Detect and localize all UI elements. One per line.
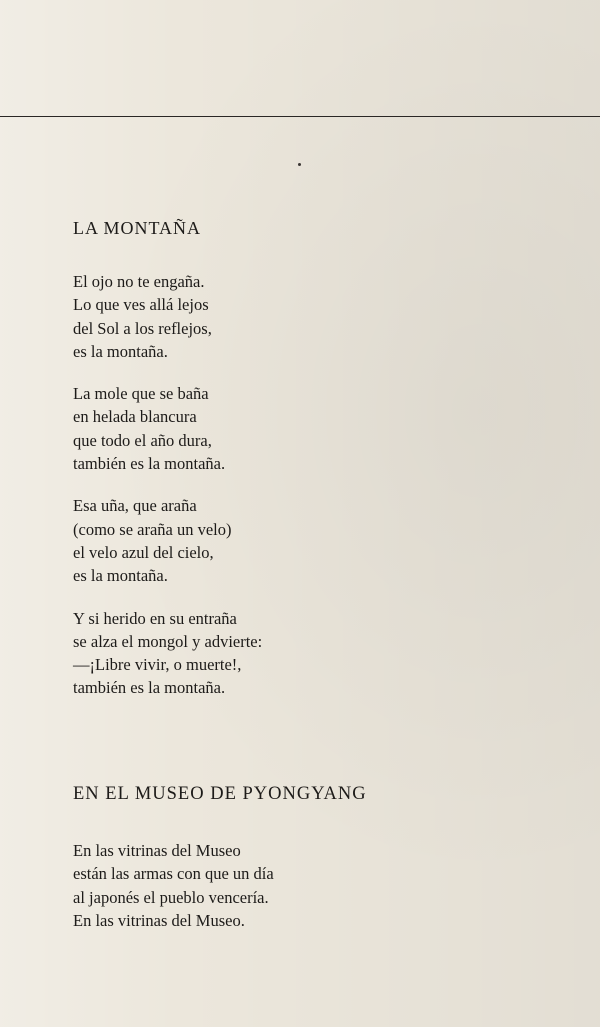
poem-line: Lo que ves allá lejos (73, 295, 209, 315)
poem-line: El ojo no te engaña. (73, 272, 205, 291)
poem-line: Esa uña, que araña (73, 496, 197, 516)
poem-line: al japonés el pueblo vencería. (73, 887, 269, 907)
stanza (73, 270, 493, 363)
poem-line: en helada blancura (73, 407, 197, 427)
poem-line: En las vitrinas del Museo. (73, 910, 245, 930)
poem-line: del Sol a los reflejos, (73, 318, 212, 338)
poem-line: también es la montaña. (73, 454, 226, 474)
poem-en-el-museo (73, 784, 493, 932)
poem-line: que todo el año dura, (73, 430, 212, 450)
poem-line: también es la montaña. (73, 678, 226, 698)
poem-line: En las vitrinas del Museo (73, 841, 241, 860)
poem-la-montana (73, 218, 493, 719)
stanza (73, 382, 493, 475)
poem-line: —¡Libre vivir, o muerte!, (73, 655, 242, 675)
poem-line: es la montaña. (73, 341, 168, 361)
poem-line: (como se araña un velo) (73, 519, 232, 539)
poem-line: el velo azul del cielo, (73, 542, 214, 562)
poem-line: es la montaña. (73, 566, 168, 586)
poem-line: están las armas con que un día (73, 864, 274, 884)
ink-speck (298, 163, 301, 166)
poem-line: se alza el mongol y advierte: (73, 631, 263, 651)
poem-line: Y si herido en su entraña (73, 608, 237, 628)
poem-title: EN EL MUSEO DE PYONGYANG (73, 784, 367, 804)
header-rule (0, 116, 600, 117)
stanza (73, 839, 493, 932)
stanza (73, 494, 493, 587)
stanza (73, 607, 493, 700)
poem-title: LA MONTAÑA (73, 218, 202, 238)
poem-line: La mole que se baña (73, 384, 209, 404)
